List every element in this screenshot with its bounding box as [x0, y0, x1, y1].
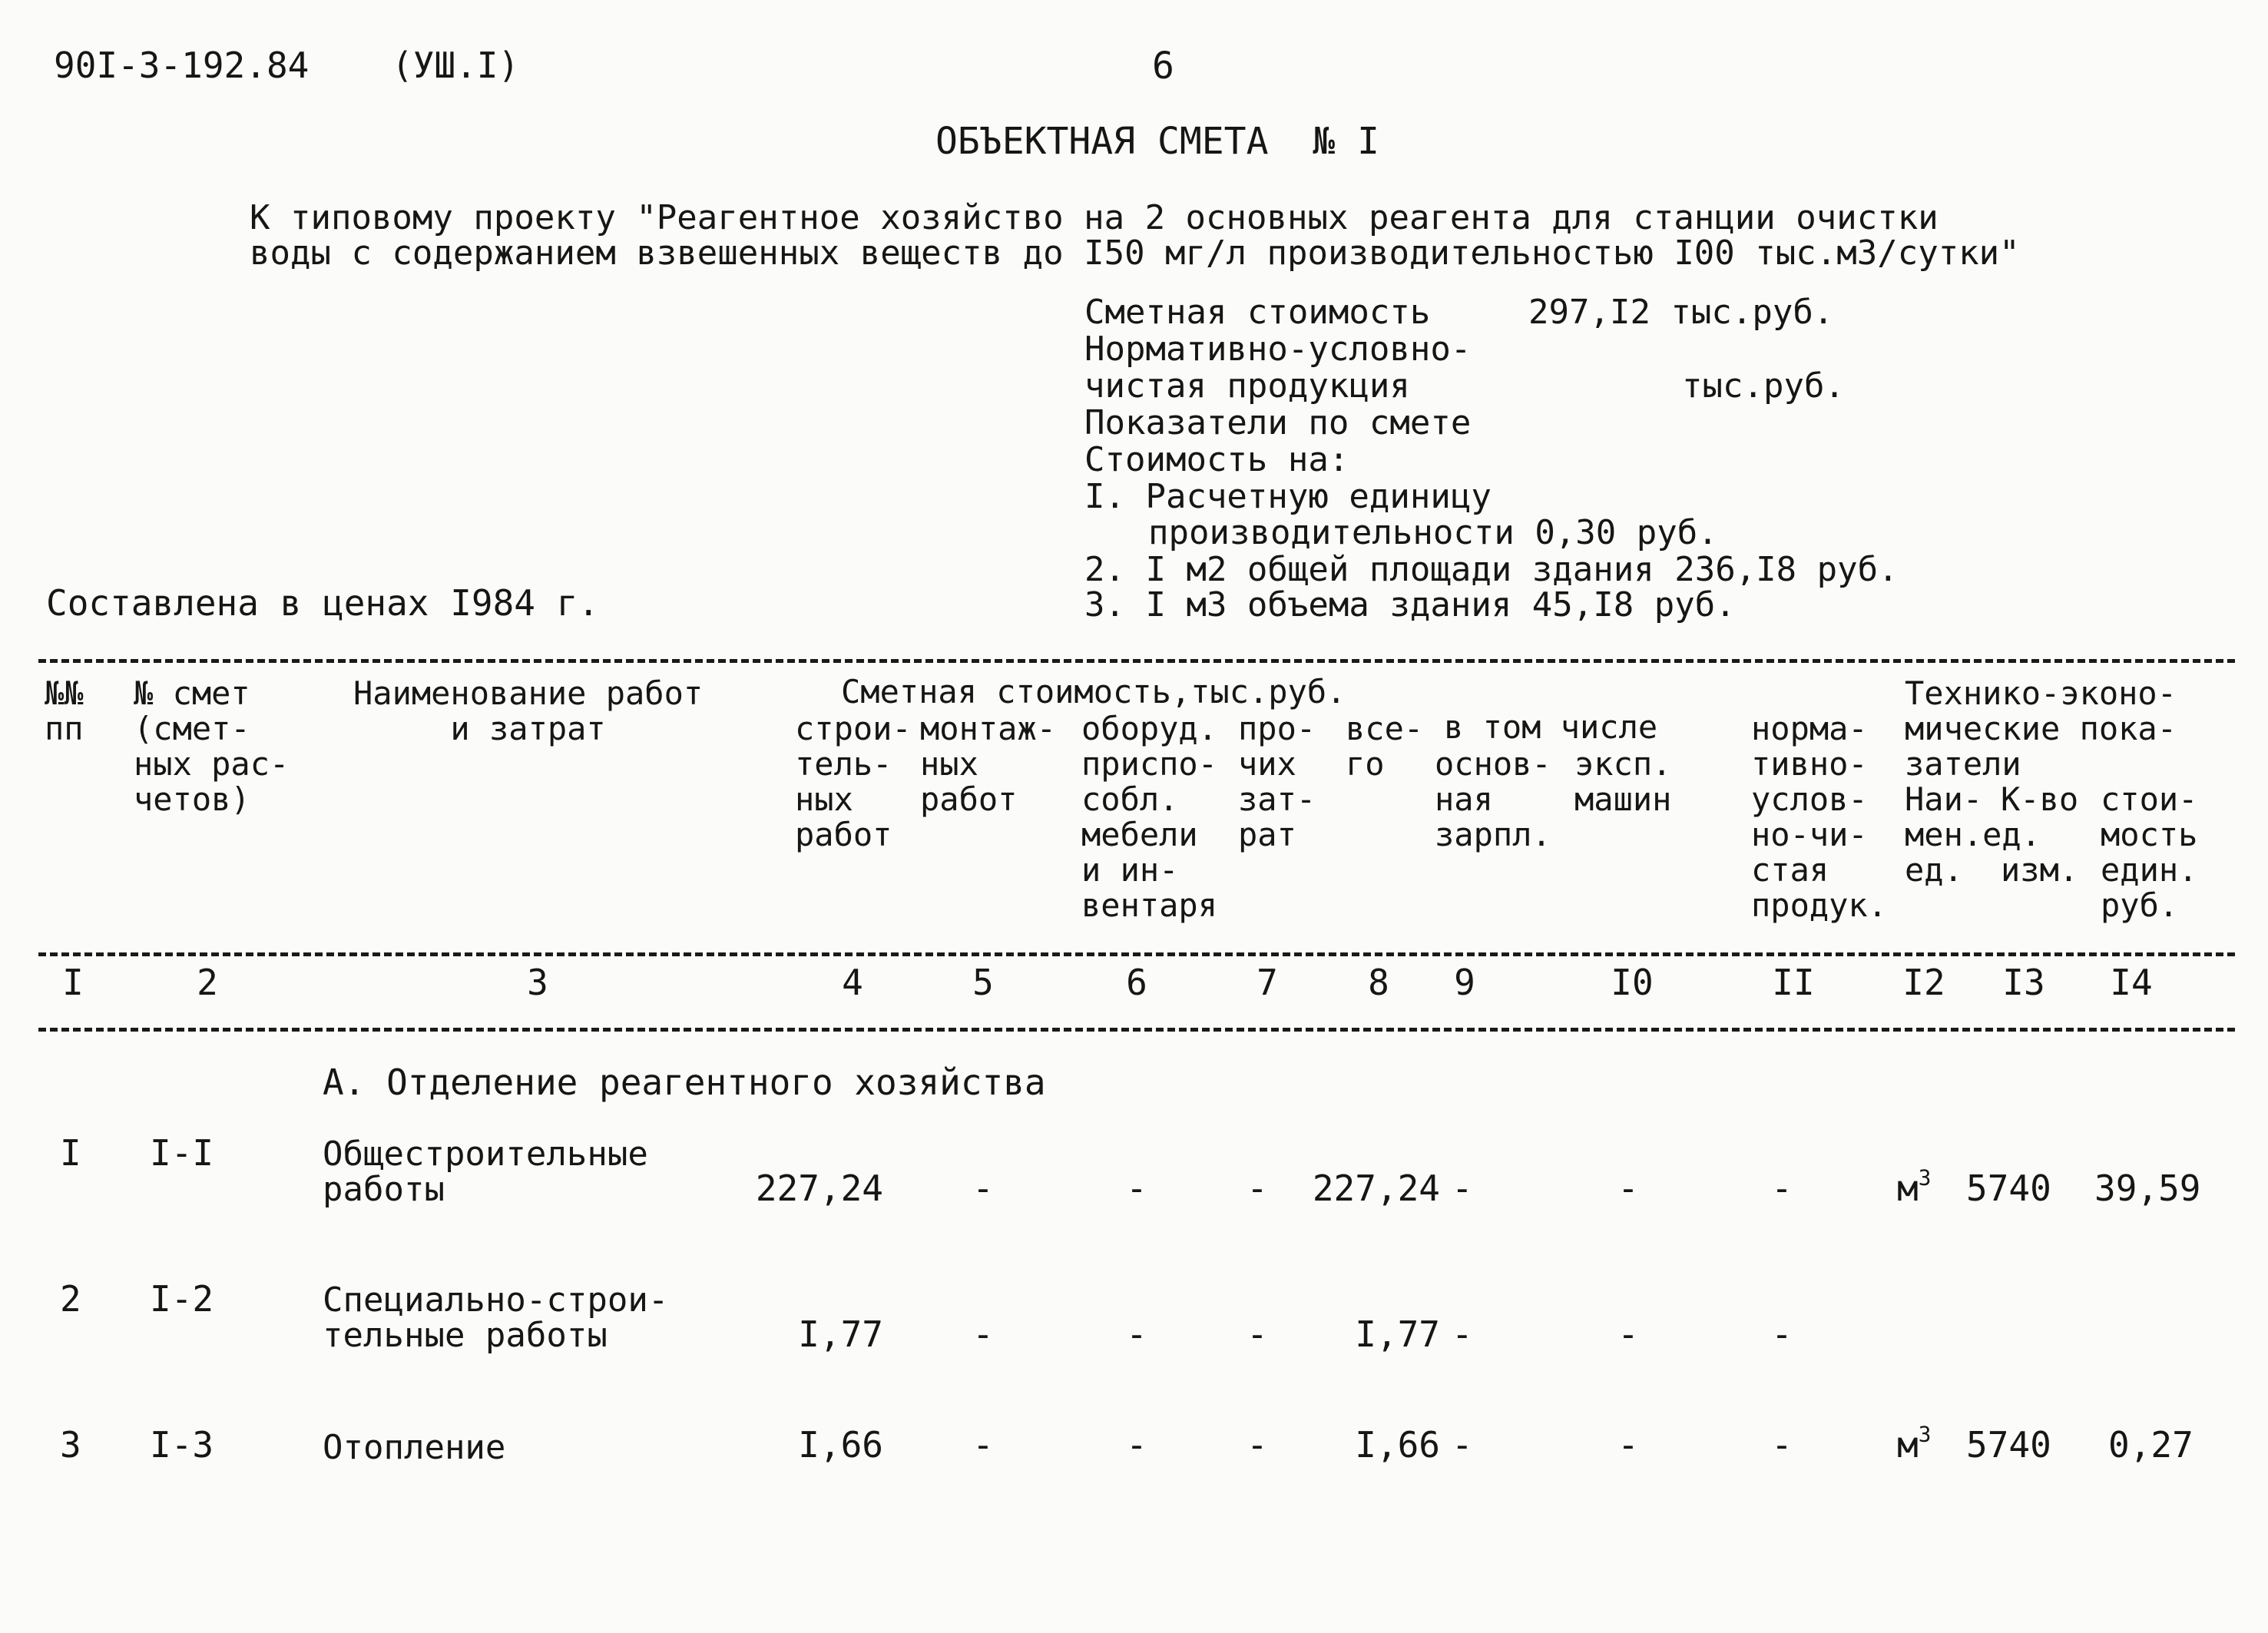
work-name: Общестроительные работы [323, 1134, 648, 1209]
total-cost: I,77 [1355, 1313, 1440, 1355]
col-number: 5 [972, 962, 994, 1003]
column-numbers-rule [38, 1028, 2235, 1032]
normative-product: - [1771, 1424, 1793, 1466]
quantity: 5740 [1966, 1168, 2051, 1209]
construction-cost: I,66 [798, 1424, 883, 1466]
machine-cost: - [1617, 1424, 1639, 1466]
section-title: А. Отделение реагентного хозяйства [323, 1062, 1046, 1103]
col-number: I4 [2110, 962, 2153, 1003]
col-number: 8 [1368, 962, 1389, 1003]
doc-code: 90I-3-192.84 [54, 45, 310, 86]
col11-header: норма- тивно- услов- но-чи- стая продук. [1751, 710, 1888, 924]
table-top-rule [38, 659, 2235, 663]
estimate-ref: I-3 [150, 1424, 214, 1466]
col10-header: эксп. машин [1574, 745, 1672, 818]
base-salary: - [1452, 1424, 1473, 1466]
equipment-cost: - [1126, 1168, 1147, 1209]
col-number: 7 [1257, 962, 1278, 1003]
col-number: 9 [1454, 962, 1475, 1003]
header-rule [38, 952, 2235, 956]
base-salary: - [1452, 1168, 1473, 1209]
construction-cost: 227,24 [755, 1168, 883, 1209]
cost-label: Сметная стоимость [1084, 293, 1431, 332]
total-cost: I,66 [1355, 1424, 1440, 1466]
normative-unit: тыс.руб. [1682, 366, 1845, 406]
indicators-label: Показатели по смете [1084, 403, 1472, 442]
estimate-ref: I-2 [150, 1278, 214, 1320]
installation-cost: - [972, 1168, 994, 1209]
col6-header: оборуд. приспо- собл. мебели и ин- вентаря [1081, 710, 1218, 924]
cost-on-label: Стоимость на: [1084, 440, 1349, 479]
machine-cost: - [1617, 1168, 1639, 1209]
work-name: Специально-строи- тельные работы [323, 1280, 669, 1355]
indicator-3: 3. I м3 объема здания 45,I8 руб. [1084, 585, 1736, 624]
indicator-1-line2: производительности 0,30 руб. [1148, 513, 1718, 552]
equipment-cost: - [1126, 1424, 1147, 1466]
unit-price: 39,59 [2094, 1168, 2201, 1209]
col13-header: К-во изм. [2001, 780, 2079, 889]
work-name: Отопление [323, 1428, 506, 1467]
col-number: 3 [527, 962, 548, 1003]
row-number: 2 [60, 1278, 81, 1320]
col9-header: основ- ная зарпл. [1435, 745, 1551, 853]
col8-header: все- го [1346, 710, 1424, 783]
cost-value: 297,I2 тыс.руб. [1528, 293, 1834, 332]
incl-group-header: в том числе [1444, 708, 1658, 746]
installation-cost: - [972, 1424, 994, 1466]
estimate-ref: I-I [150, 1132, 214, 1174]
col-number: 4 [842, 962, 863, 1003]
cost-group-header: Сметная стоимость,тыс.руб. [841, 673, 1346, 711]
col2-header: № смет (смет- ных рас- четов) [134, 674, 290, 818]
indicator-2: 2. I м2 общей площади здания 236,I8 руб. [1084, 550, 1899, 589]
total-cost: 227,24 [1312, 1168, 1440, 1209]
album-number: (УШ.I) [392, 45, 520, 86]
normative-label-line1: Нормативно-условно- [1084, 330, 1472, 369]
other-cost: - [1247, 1168, 1268, 1209]
project-title-line2: воды с содержанием взвешенных веществ до I50 мг/л производительностью I00 тыс.м3/сутки" [250, 234, 2020, 273]
construction-cost: I,77 [798, 1313, 883, 1355]
col-number: 6 [1126, 962, 1147, 1003]
row-number: I [60, 1132, 81, 1174]
col4-header: строи- тель- ных работ [795, 710, 912, 853]
col3-header: Наименование работ и затрат [353, 674, 704, 747]
col-number: I0 [1611, 962, 1654, 1003]
col-number: I3 [2002, 962, 2045, 1003]
document-title: ОБЪЕКТНАЯ СМЕТА № I [935, 120, 1379, 163]
col-number: I2 [1902, 962, 1945, 1003]
col-number: II [1772, 962, 1815, 1003]
row-number: 3 [60, 1424, 81, 1466]
col-number: I [62, 962, 84, 1003]
page-number: 6 [1152, 45, 1174, 88]
installation-cost: - [972, 1313, 994, 1355]
unit-name: $м^3$ [1897, 1164, 1932, 1209]
col12-header: Наи- мен.ед. ед. [1905, 780, 2041, 889]
col1-header: №№ пп [45, 674, 84, 747]
col7-header: про- чих зат- рат [1238, 710, 1316, 853]
unit-price: 0,27 [2108, 1424, 2194, 1466]
col14-header: стои- мость един. руб. [2101, 780, 2198, 924]
tech-group-header: Технико-эконо- мические пока- затели [1905, 674, 2177, 783]
prices-note: Составлена в ценах I984 г. [46, 582, 600, 624]
normative-label-line2: чистая продукция [1084, 366, 1410, 406]
equipment-cost: - [1126, 1313, 1147, 1355]
machine-cost: - [1617, 1313, 1639, 1355]
indicator-1-line1: I. Расчетную единицу [1084, 477, 1492, 516]
other-cost: - [1247, 1424, 1268, 1466]
col-number: 2 [197, 962, 218, 1003]
other-cost: - [1247, 1313, 1268, 1355]
normative-product: - [1771, 1168, 1793, 1209]
unit-name: $м^3$ [1897, 1421, 1932, 1466]
project-title-line1: К типовому проекту "Реагентное хозяйство на 2 основных реагента для станции очистки [250, 198, 1939, 237]
quantity: 5740 [1966, 1424, 2051, 1466]
col5-header: монтаж- ных работ [920, 710, 1057, 818]
base-salary: - [1452, 1313, 1473, 1355]
normative-product: - [1771, 1313, 1793, 1355]
